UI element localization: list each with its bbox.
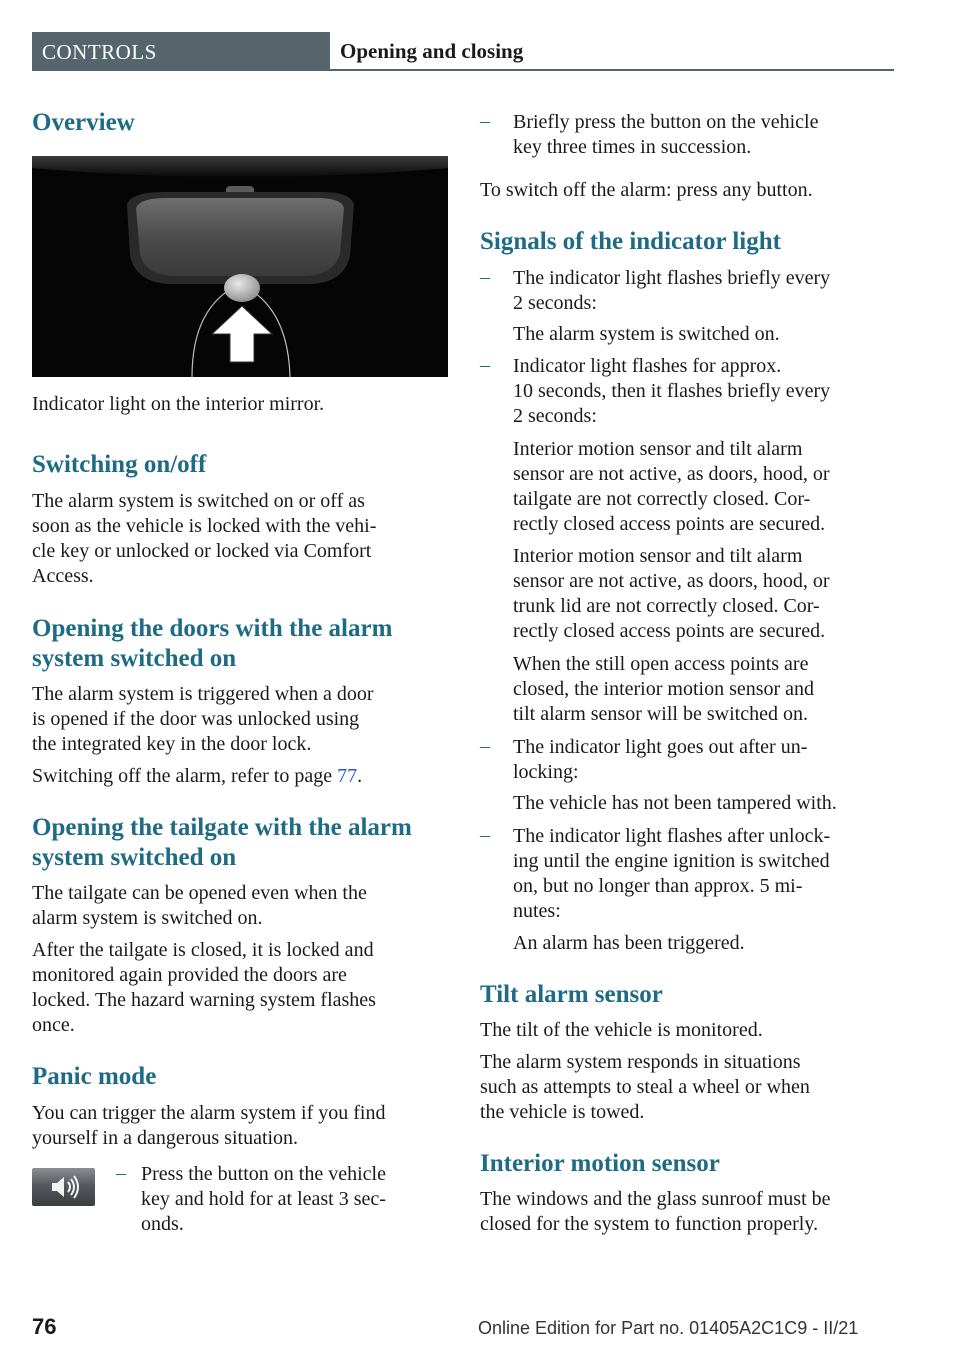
bullet-top: Briefly press the button on the vehicle key three times in succession. xyxy=(513,111,819,158)
header-section-label: CONTROLS xyxy=(42,40,157,64)
rearview-mirror-icon xyxy=(32,156,448,377)
signal-bullet-2-result-2: Interior motion sensor and tilt alarm sensor are not active, as doors, hood, or trunk lid are not correctly closed. Cor- rectly closed access points are secured. xyxy=(513,545,830,642)
signals-heading: Signals of the indicator light xyxy=(480,228,781,255)
edition-footer: Online Edition for Part no. 01405A2C1C9 - II/21 xyxy=(478,1318,859,1338)
signal-bullet-1: The indicator light flashes briefly every 2 seconds: xyxy=(513,267,831,314)
tailgate-heading: Opening the tailgate with the alarm system switched on xyxy=(32,814,412,871)
tailgate-text-1: The tailgate can be opened even when the alarm system is switched on. xyxy=(32,882,367,929)
mirror-figure xyxy=(32,156,448,377)
switching-text: The alarm system is switched on or off as soon as the vehicle is locked with the vehi- cle key or unlocked or locked via Comfort Access. xyxy=(32,490,377,587)
page-number: 76 xyxy=(32,1314,57,1339)
bullet-dash: – xyxy=(480,266,490,288)
bullet-dash: – xyxy=(480,354,490,376)
tilt-heading: Tilt alarm sensor xyxy=(480,981,663,1008)
header-chapter-bar xyxy=(330,32,894,71)
speaker-sound-icon xyxy=(32,1168,95,1206)
figure-caption: Indicator light on the interior mirror. xyxy=(32,393,325,415)
tilt-text-2: The alarm system responds in situations such as attempts to steal a wheel or when the vehicle is towed. xyxy=(480,1051,810,1123)
overview-heading: Overview xyxy=(32,109,135,136)
page-77-link[interactable]: 77 xyxy=(337,765,358,787)
signal-bullet-3-result: The vehicle has not been tampered with. xyxy=(513,792,837,814)
tilt-text-1: The tilt of the vehicle is monitored. xyxy=(480,1019,763,1041)
bullet-dash: – xyxy=(116,1162,126,1184)
bullet-dash: – xyxy=(480,735,490,757)
signal-bullet-4-result: An alarm has been triggered. xyxy=(513,932,745,954)
header-chapter-label: Opening and closing xyxy=(340,39,524,63)
header-section-tab xyxy=(32,32,330,71)
signal-bullet-1-result: The alarm system is switched on. xyxy=(513,323,780,345)
doors-text: The alarm system is triggered when a door is opened if the door was unlocked using the integrated key in the door lock. xyxy=(32,683,374,755)
switch-off-text: To switch off the alarm: press any button. xyxy=(480,179,813,201)
doors-heading: Opening the doors with the alarm system switched on xyxy=(32,615,393,672)
signal-bullet-4: The indicator light flashes after unlock- ing until the engine ignition is switched on, but no longer than approx. 5 mi- nutes: xyxy=(513,825,831,922)
signal-bullet-2-result-3: When the still open access points are closed, the interior motion sensor and tilt alarm sensor will be switched on. xyxy=(513,653,815,725)
panic-text: You can trigger the alarm system if you find yourself in a dangerous situation. xyxy=(32,1102,386,1149)
interior-heading: Interior motion sensor xyxy=(480,1150,720,1177)
signal-bullet-2-result-1: Interior motion sensor and tilt alarm sensor are not active, as doors, hood, or tailgate are not correctly closed. Cor- rectly closed access points are secured. xyxy=(513,438,830,535)
panic-heading: Panic mode xyxy=(32,1063,157,1090)
switching-heading: Switching on/off xyxy=(32,451,207,478)
interior-text: The windows and the glass sunroof must be closed for the system to function properly. xyxy=(480,1188,831,1235)
signal-bullet-3: The indicator light goes out after un- locking: xyxy=(513,736,808,783)
tailgate-text-2: After the tailgate is closed, it is locked and monitored again provided the doors are locked. The hazard warning system flashes once. xyxy=(32,939,376,1036)
bullet-dash: – xyxy=(480,110,490,132)
doors-reference: Switching off the alarm, refer to page 77. xyxy=(32,765,363,787)
bullet-dash: – xyxy=(480,824,490,846)
panic-bullet: Press the button on the vehicle key and hold for at least 3 sec- onds. xyxy=(141,1163,386,1235)
signal-bullet-2: Indicator light flashes for approx. 10 seconds, then it flashes briefly every 2 seconds: xyxy=(513,355,831,427)
